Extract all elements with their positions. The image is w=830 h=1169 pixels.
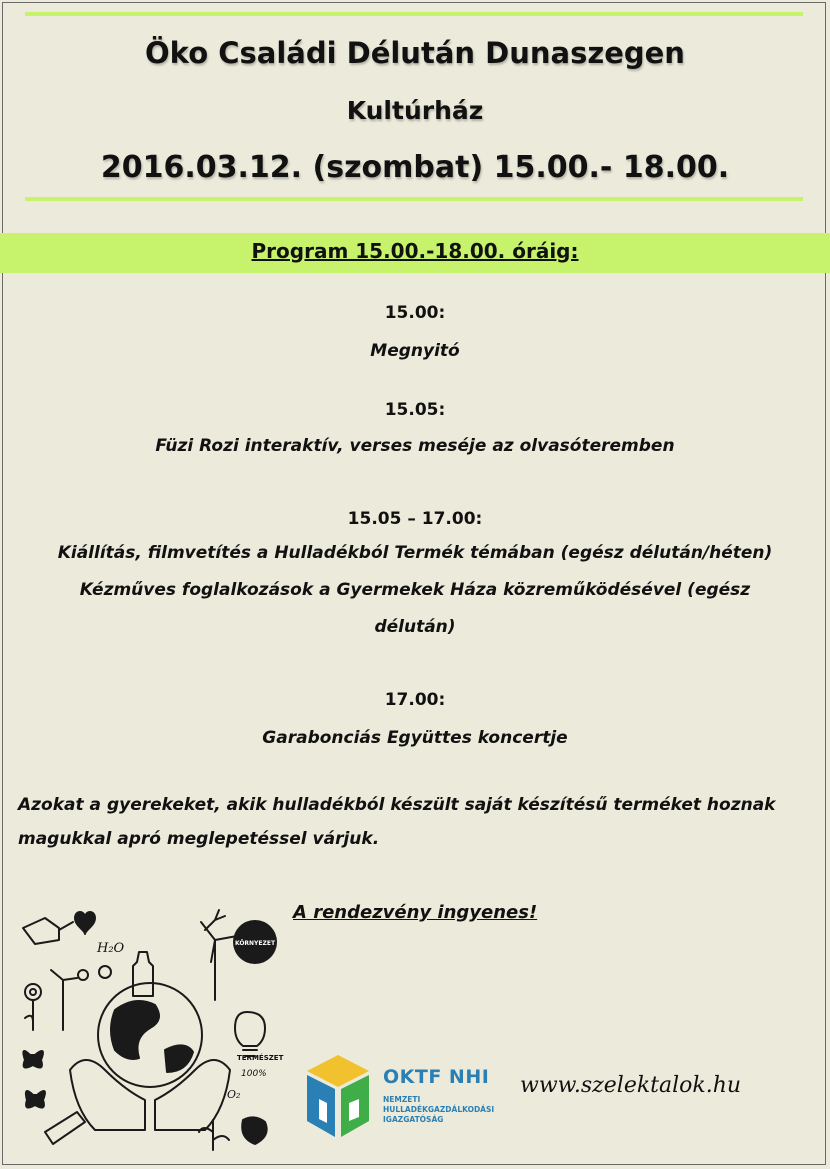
program-time-1: 15.00:	[384, 303, 446, 323]
lightbulb-icon	[235, 1012, 265, 1046]
program-time-2: 15.05:	[384, 400, 446, 420]
percent-label: 100%	[241, 1069, 267, 1079]
notice-line-1: Azokat a gyerekeket, akik hulladékból készült saját készítésű terméket hoznak	[18, 795, 776, 815]
badge-label: KÖRNYEZET	[234, 940, 276, 947]
wind-turbine-icon	[201, 922, 237, 1000]
program-heading: Program 15.00.-18.00. óráig:	[251, 239, 579, 263]
program-desc-3c: délután)	[374, 617, 456, 637]
watering-can-icon	[23, 918, 59, 944]
h2o-label: H₂O	[97, 941, 125, 956]
free-entry-note: A rendezvény ingyenes!	[293, 902, 538, 923]
notice-paragraph	[18, 788, 818, 856]
logo-name: OKTF NHI	[383, 1066, 490, 1088]
butterfly-icon	[23, 1051, 43, 1068]
bottle-icon	[133, 952, 153, 996]
flower-icon	[25, 984, 41, 1000]
program-desc-1: Megnyitó	[370, 341, 460, 361]
bottom-divider	[25, 197, 803, 201]
program-desc-4: Garabonciás Együttes koncertje	[262, 728, 568, 748]
logo-sub-line-2: HULLADÉKGAZDÁLKODÁSI	[383, 1105, 495, 1114]
event-title: Öko Családi Délután Dunaszegen	[145, 36, 685, 70]
hand-icon	[70, 1060, 145, 1130]
handprint-icon	[242, 1117, 266, 1144]
oktf-nhi-logo-icon	[305, 1053, 371, 1139]
stamp-label: TERMÉSZET	[237, 1054, 284, 1062]
program-desc-3a: Kiállítás, filmvetítés a Hulladékból Termék témában (egész délután/héten)	[57, 543, 773, 563]
logo-subtitle	[383, 1095, 494, 1125]
program-desc-3b: Kézműves foglalkozások a Gyermekek Háza közreműködésével (egész	[79, 580, 751, 600]
logo-sub-line-3: IGAZGATÓSÁG	[383, 1115, 444, 1124]
event-venue: Kultúrház	[346, 96, 484, 125]
eco-earth-illustration	[15, 900, 285, 1160]
program-desc-2: Füzi Rozi interaktív, verses meséje az olvasóteremben	[155, 436, 675, 456]
program-time-3: 15.05 – 17.00:	[347, 509, 483, 529]
website-link[interactable]: www.szelektalok.hu	[520, 1073, 742, 1098]
event-datetime: 2016.03.12. (szombat) 15.00.- 18.00.	[100, 150, 730, 185]
heart-icon	[75, 912, 95, 934]
logo-sub-line-1: NEMZETI	[383, 1095, 421, 1104]
top-divider	[25, 12, 803, 16]
o2-label: O₂	[227, 1088, 241, 1101]
notice-line-2: magukkal apró meglepetéssel várjuk.	[18, 829, 380, 849]
program-time-4: 17.00:	[384, 690, 446, 710]
